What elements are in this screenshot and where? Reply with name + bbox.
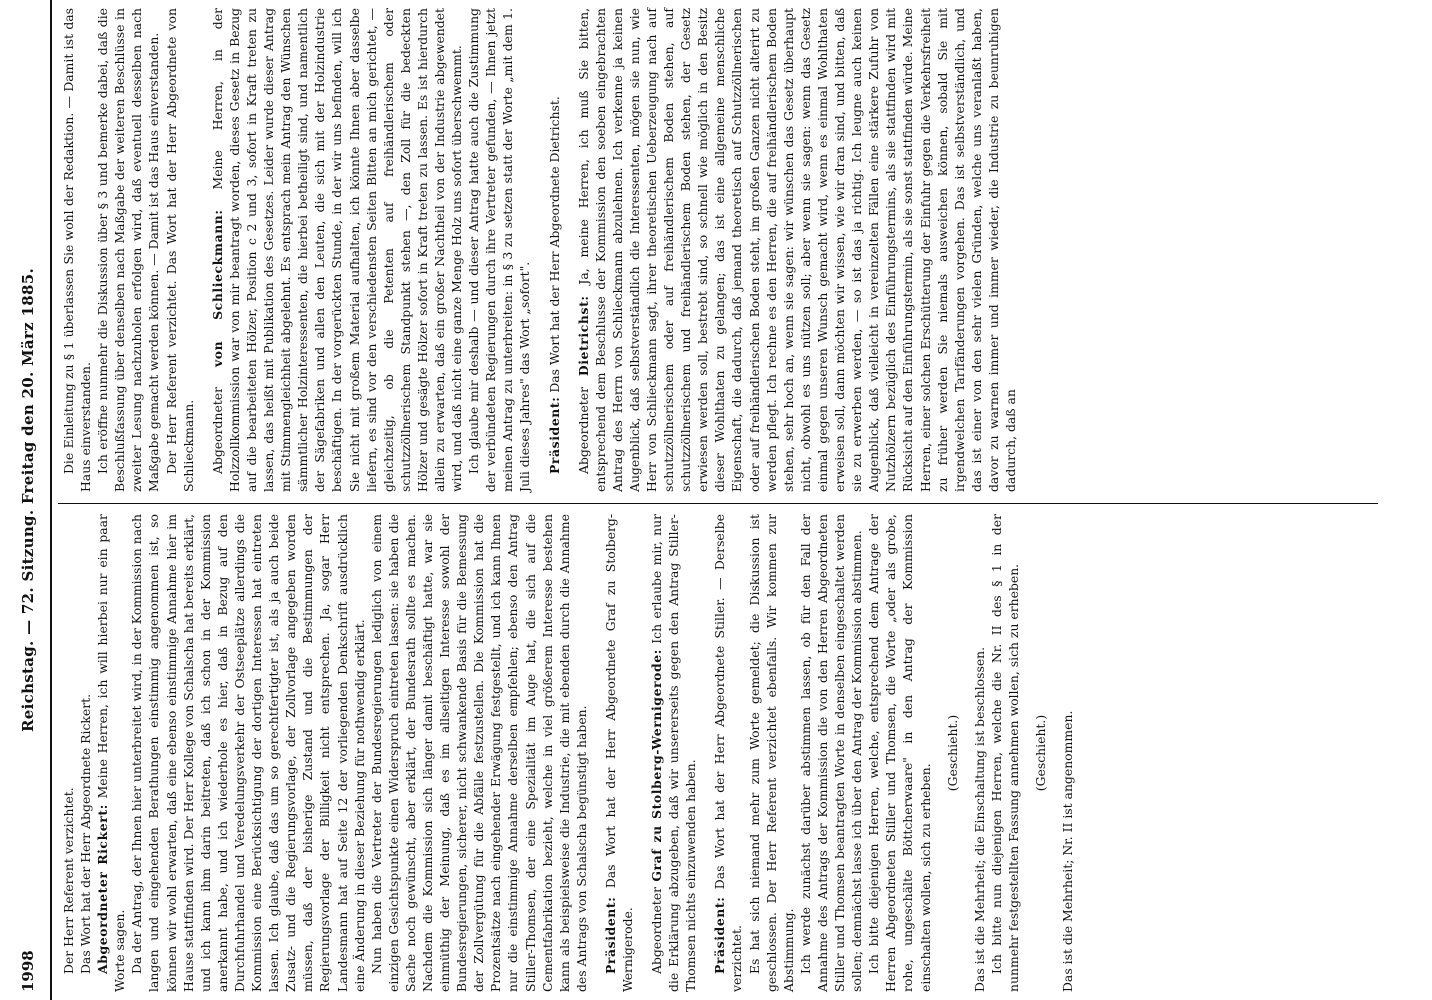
speech-text: Meine Herren, in der Holzzollkommission war von mir beantragt worden, dieses Gesetz in Bezug auf die bearbeiteten Hölzer, Position c 2 und 3, sofort in Kraft treten zu lassen, das heißt mit Publikation des Gesetzes. Leider wurde dieser Antrag mit Stimmengleichheit abgelehnt. Es entsprach mein Antrag den Wünschen sämmtlicher Holzinteressenten, die hierbei betheiligt sind, und namentlich der Sägefabriken und allen den Leuten, die sich mit der Holzindustrie beschäftigen. In der vorgerückten Stunde, in der wir uns befinden, will ich Sie nicht mit großem Material aufhalten, ich könnte Ihnen aber dasselbe liefern, es sind vor den verschiedensten Seiten Bitten an mich gerichtet, — gleichzeitig, ob die Petenten auf freihändlerischem oder schutzzöllnerischem Standpunkt stehen —, den Zoll für die bedeckten Hölzer und gesägte Hölzer sofort in Kraft treten zu lassen. Es ist hierdurch allein zu erwarten, daß ein großer Nachtheil von der Industrie abgewendet wird, und daß nicht eine ganze Menge Holz uns sofort überschwemmt. — [209, 8, 465, 492]
speech — [711, 514, 745, 992]
page-number: 1998 — [19, 950, 37, 992]
speech — [648, 514, 699, 992]
speaker-name: Dietrichst: — [575, 295, 591, 377]
paragraph: Es hat sich niemand mehr zum Worte gemeldet; die Diskussion ist geschlossen. Der Herr Referent verzichtet ebenfalls. Wir kommen zur Abstimmung. — [746, 514, 796, 992]
speaker-name: Graf zu Stolberg-Wernigerode: — [649, 649, 665, 882]
paragraph: Nun haben die Vertreter der Bundesregierungen lediglich von einem einzigen Gesichtspunkte einen Widerspruch eintreten lassen: sie haben die Sache noch gewünscht, aber erklärt, der Bundesrath sollte es machen. Nachdem die Kommission sich länger damit beschäftigt hatte, war sie einmüthig der Meinung, daß es im allseitigen Interesse sowohl der Bundesregierungen, sicherer, nicht schwankende Basis für die Bemessung der Zollvergütung für die Abfälle festzustellen. Die Kommission hat die Prozentsätze nach eingehender Erwägung festgestellt, und ich kann Ihnen nur die einstimmige Annahme derselben empfehlen; ebenso den Antrag Stiller-Thomsen, der eine Spezialität im Auge hat, die sich auf die Cementfabrikation bezieht, welche in viel größerem Interesse bestehen kann als beispielsweise die Industrie, die mit ebenden durch die Annahme des Antrags von Schalscha begünstigt haben. — [368, 514, 589, 992]
paragraph: Der Herr Referent verzichtet. — [61, 787, 76, 974]
paragraph: Die Einleitung zu § 1 überlassen Sie wohl der Redaktion. — Damit ist das Haus einverstanden. — [61, 8, 94, 492]
speech — [602, 514, 636, 992]
speaker-name: Abgeordneter Rickert: — [95, 804, 111, 974]
speech — [575, 8, 1019, 492]
speech-text: Meine Herren, ich will hierbei nur ein paar Worte sagen. — [95, 514, 128, 992]
speaker-name: Präsident: — [546, 396, 562, 474]
paragraph: Das Wort hat der Herr Abgeordnete Rickert. — [78, 693, 94, 974]
left-column — [60, 514, 1076, 992]
speaker-role: Abgeordneter — [209, 367, 225, 474]
header-rule — [50, 0, 52, 1000]
running-title: Reichstag. — 72. Sitzung. Freitag den 20. März 1885. — [19, 268, 37, 732]
speech-text: Das Wort hat der Herr Abgeordnete Dietrichst. — [546, 96, 562, 397]
speech-text: Das Wort hat der Herr Abgeordnete Stiller. — Derselbe verzichtet. — [712, 514, 745, 992]
spacer — [636, 514, 648, 992]
paragraph: Da der Antrag, der Ihnen hier unterbreitet wird, in der Kommission nach langen und eingehenden Berathungen einstimmig angenommen ist, so können wir wohl erwarten, daß eine ebenso einstimmige Annahme hier im Hause stattfinden wird. Der Herr Kollege von Schalscha hat bereits erklärt, und ich kann ihm darin beitreten, daß ich schon in der Kommission anerkannt habe, und ich wiederhole es hier, daß in Bezug auf den Durchfuhrhandel und Veredelungsverkehr der Ostseeplätze allerdings die Kommission eine Berücksichtigung der dortigen Interessen hat eintreten lassen. Ich glaube, daß das um so gerechtfertigter ist, als ja auch beide Zusatz- und die Regierungsvorlage, der Zollvorlage angegeben worden müssen, daß der bisherige Zustand und die Bestimmungen der Regierungsvorlage der Billigkeit nicht entsprechen. Ja, sogar Herr Landesmann hat auf Seite 12 der vorliegenden Denkschrift ausdrücklich eine Änderung in dieser Beziehung für nothwendig erklärt. — [129, 514, 367, 992]
speech — [94, 514, 128, 992]
stage-direction: (Geschieht.) — [944, 714, 960, 792]
speaker-name: von Schlieckmann: — [209, 209, 225, 368]
spacer — [563, 8, 575, 492]
paragraph: Das ist die Mehrheit; die Einschaltung ist beschlossen. — [971, 646, 987, 992]
speech-text: Ja, meine Herren, ich muß Sie bitten, entsprechend dem Beschlusse der Kommission den soeben eingebrachten Antrag des Herrn von Schlieckmann abzulehnen. Ich verkenne ja keinen Augenblick, daß selbstverständlich die Interessenten, mögen sie nun, wie Herr von Schlieckmann sagt, ihrer theoretischen Ueberzeugung nach auf schutzzöllnerischem oder auf freihändlerischem Boden stehen, auf schutzzöllnerischem und freihändlerischem Boden stehen, der Gesetz erwiesen werden soll, bestrebt sind, so schnell wie möglich in den Besitz dieser Wohlthaten zu gelangen; das ist eine allgemeine menschliche Eigenschaft, die dadurch, daß jemand theoretisch auf Schutzzöllnerischen oder auf freihändlerischen Boden steht, im großen Ganzen nicht alterirt zu werden pflegt. Ich rechne es den Herren, die auf freihändlerischem Boden stehen, sehr hoch an, wenn sie sagen: wir wünschen das Gesetz überhaupt nicht, obwohl es uns nützen soll; aber wenn sie sagen: wenn das Gesetz einmal gegen unseren Wunsch gemacht wird, wenn es einmal Wohlthaten erweisen soll, dann möchten wir wissen, wie wir dran sind, und bitten, daß sie zu erwerben werden, — so ist das ja richtig. Ich leugne auch keinen Augenblick, daß vielleicht in vereinzelten Fällen eine stärkere Zufuhr von Nutzhölzern bezüglich des Einführungstermins, als sie stattfinden wird mit Rücksicht auf den Einführungstermin, als sie sonst stattfinden würde. Meine Herren, einer solchen Erschütterung der Einfuhr gegen die Verkehrsfreiheit zu früher werden Sie niemals ausweichen können, sobald Sie mit irgendwelchen Tarifänderungen vorgehen. Das ist selbstverständlich, und das ist einer von den sehr vielen Gründen, welche uns veranlaßt haben, davor zu warnen immer und immer wieder, die Industrie zu beunruhigen dadurch, daß an — [575, 7, 1018, 492]
speech-text: Ich erlaube mir, nur die Erklärung abzugeben, daß wir unsererseits gegen den Antrag Stiller-Thomsen nichts einzuwenden haben. — [649, 514, 699, 992]
spacer — [699, 514, 711, 992]
speech-text: Das Wort hat der Herr Abgeordnete Graf zu Stolberg-Wernigerode. — [602, 514, 635, 992]
paragraph: Ich eröffne nunmehr die Diskussion über § 3 und bemerke dabei, daß die Beschlußfassung über denselben nach Maßgabe der weiteren Beschlüsse in zweiter Lesung nachzuholen erfolgen wird, daß eventuell desselben nach Maßgabe gemacht werden können. — Damit ist das Haus einverstanden. — [95, 8, 162, 492]
right-column — [60, 8, 1019, 492]
spacer — [590, 514, 602, 992]
paragraph: Ich werde zunächst darüber abstimmen lassen, ob für den Fall der Annahme des Antrags der Kommission die von den Herren Abgeordneten Stiller und Thomsen beantragten Worte in denselben eingeschaltet werden sollen; demnächst lasse ich über den Antrag der Kommission abstimmen. — [797, 514, 865, 992]
spacer — [534, 8, 546, 492]
paragraph: Ich bitte nun diejenigen Herren, welche die Nr. II des § 1 in der nunmehr festgestellten Fassung annehmen wollen, sich zu erheben. — [988, 514, 1021, 992]
page-header — [10, 0, 46, 1000]
paragraph: Ich glaube mir deshalb — und dieser Antrag hatte auch die Zustimmung der verbündeten Regierungen durch ihre Vertreter gefunden, — Ihnen jetzt meinen Antrag zu unterbreiten: in § 3 zu setzen statt der Worte „mit dem 1. Juli dieses Jahres" das Wort „sofort". — [466, 8, 533, 492]
speech — [546, 8, 563, 492]
speaker-role: Abgeordneter — [649, 881, 665, 974]
paragraph: Das ist die Mehrheit; Nr. II ist angenommen. — [1060, 710, 1076, 992]
stage-direction: (Geschieht.) — [1032, 714, 1048, 792]
column-divider — [58, 503, 1378, 504]
speech — [209, 8, 465, 492]
speaker-role: Abgeordneter — [575, 376, 591, 474]
speaker-name: Präsident: — [712, 896, 728, 974]
paragraph: Der Herr Referent verzichtet. Das Wort hat der Herr Abgeordnete von Schlieckmann. — [163, 8, 196, 492]
paragraph: Ich bitte diejenigen Herren, welche, entsprechend dem Antrage der Herren Abgeordneten Stiller und Thomsen, die Worte „oder als grobe, rohe, ungeschälte Böttcherwaare" in den Antrag der Kommission einschalten wollen, sich zu erheben. — [866, 514, 933, 992]
spacer — [197, 8, 209, 492]
speaker-name: Präsident: — [602, 896, 618, 974]
